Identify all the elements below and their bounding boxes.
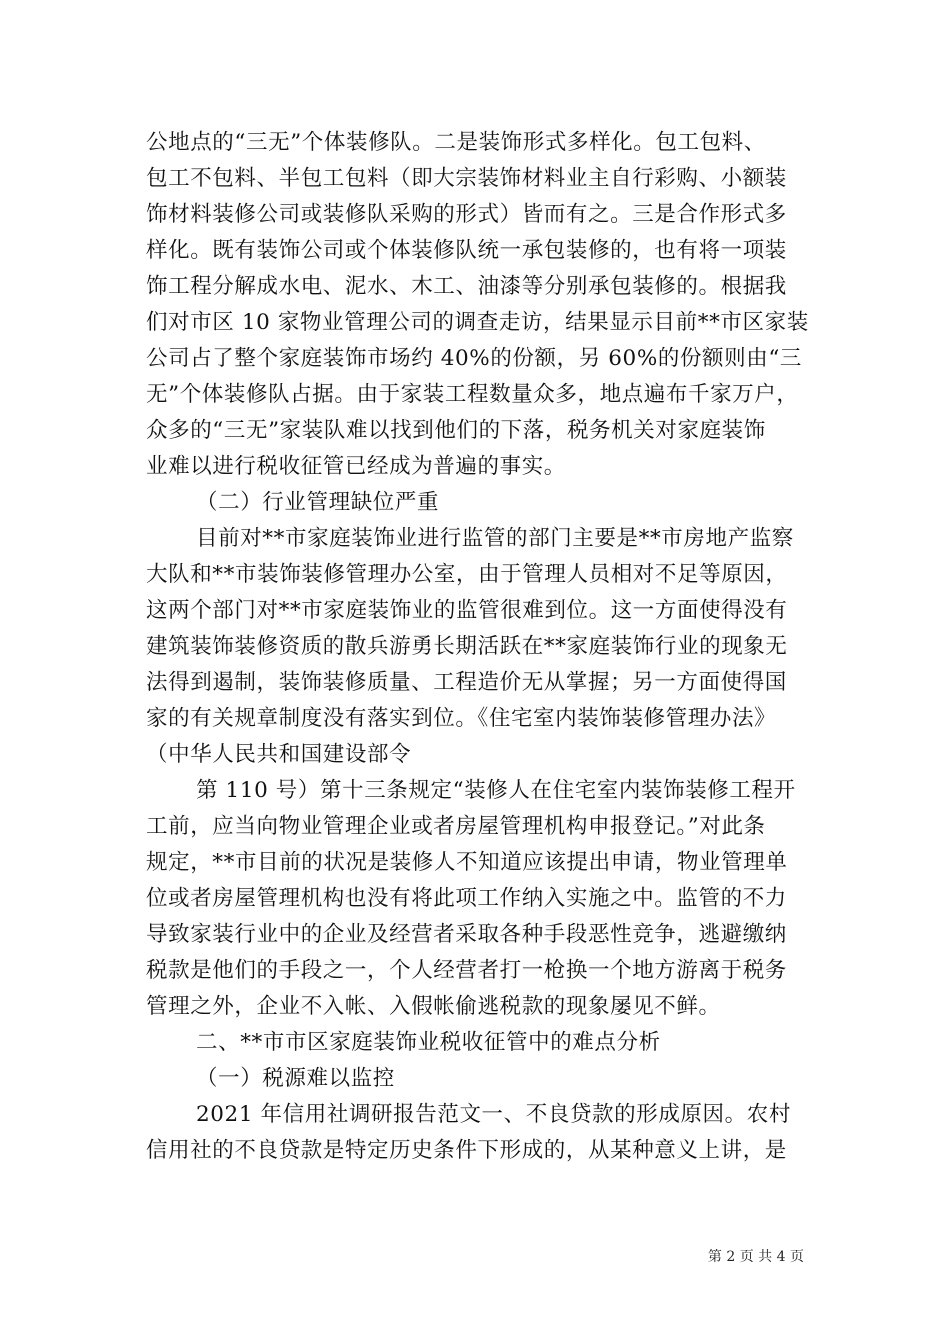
text-line: 法得到遏制，装饰装修质量、工程造价无从掌握；另一方面使得国: [146, 670, 787, 695]
section-heading: （二）行业管理缺位严重: [196, 490, 440, 515]
text-line: 们对市区 10 家物业管理公司的调查走访，结果显示目前**市区家装: [146, 310, 809, 335]
text-line: 建筑装饰装修资质的散兵游勇长期活跃在**家庭装饰行业的现象无: [146, 634, 788, 659]
text-line: 公司占了整个家庭装饰市场约 40%的份额，另 60%的份额则由“三: [146, 346, 803, 371]
text-line: 无”个体装修队占据。由于家装工程数量众多，地点遍布千家万户，: [146, 382, 799, 407]
text-line: 工前，应当向物业管理企业或者房屋管理机构申报登记。”对此条: [146, 814, 766, 839]
text-line: 业难以进行税收征管已经成为普遍的事实。: [146, 454, 566, 479]
text-line: 规定，**市目前的状况是装修人不知道应该提出申请，物业管理单: [146, 850, 788, 875]
text-line: 大队和**市装饰装修管理办公室，由于管理人员相对不足等原因，: [146, 562, 788, 587]
page-number-footer: 第 2 页 共 4 页: [707, 1249, 804, 1265]
paragraph-first-line: 目前对**市家庭装饰业进行监管的部门主要是**市房地产监察: [196, 526, 794, 551]
paragraph-first-line: 2021 年信用社调研报告范文一、不良贷款的形成原因。农村: [196, 1102, 791, 1127]
text-line: 饰工程分解成水电、泥水、木工、油漆等分别承包装修的。根据我: [146, 274, 787, 299]
text-line: 位或者房屋管理机构也没有将此项工作纳入实施之中。监管的不力: [146, 886, 787, 911]
section-heading: 二、**市市区家庭装饰业税收征管中的难点分析: [196, 1030, 661, 1055]
text-line: 管理之外，企业不入帐、入假帐偷逃税款的现象屡见不鲜。: [146, 994, 721, 1019]
text-line: 这两个部门对**市家庭装饰业的监管很难到位。这一方面使得没有: [146, 598, 788, 623]
text-line: 家的有关规章制度没有落实到位。《住宅室内装饰装修管理办法》: [146, 706, 777, 731]
text-line: 包工不包料、半包工包料（即大宗装饰材料业主自行彩购、小额装: [146, 166, 787, 191]
section-heading: （一）税源难以监控: [196, 1066, 395, 1091]
text-line: 税款是他们的手段之一，个人经营者打一枪换一个地方游离于税务: [146, 958, 787, 983]
text-line: （中华人民共和国建设部令: [146, 742, 412, 767]
text-line: 信用社的不良贷款是特定历史条件下形成的，从某种意义上讲，是: [146, 1138, 787, 1163]
text-line: 公地点的“三无”个体装修队。二是装饰形式多样化。包工包料、: [146, 130, 766, 155]
text-line: 样化。既有装饰公司或个体装修队统一承包装修的，也有将一项装: [146, 238, 787, 263]
text-line: 众多的“三无”家装队难以找到他们的下落，税务机关对家庭装饰: [146, 418, 766, 443]
text-line: 导致家装行业中的企业及经营者采取各种手段恶性竞争，逃避缴纳: [146, 922, 787, 947]
text-line: 饰材料装修公司或装修队采购的形式）皆而有之。三是合作形式多: [146, 202, 787, 227]
paragraph-first-line: 第 110 号）第十三条规定“装修人在住宅室内装饰装修工程开: [196, 778, 796, 803]
